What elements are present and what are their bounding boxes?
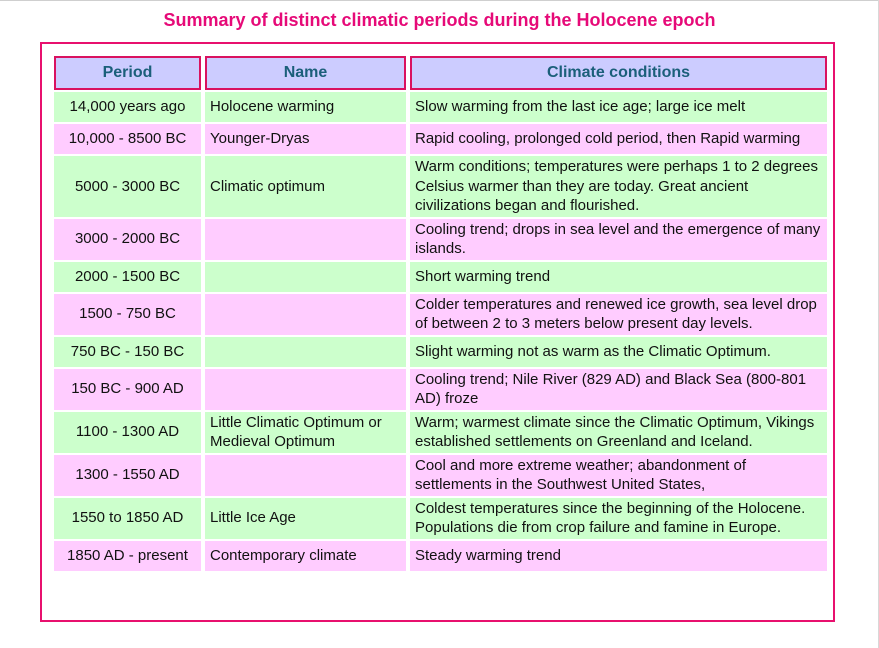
table-row (54, 337, 827, 367)
conditions-cell: Steady warming trend (410, 541, 827, 571)
frame-top-edge (0, 0, 879, 1)
conditions-cell: Coldest temperatures since the beginning of the Holocene. Populations die from crop failure and famine in Europe. (410, 498, 827, 539)
name-cell (205, 219, 406, 260)
table-header-row (54, 56, 827, 90)
conditions-cell: Colder temperatures and renewed ice growth, sea level drop of between 2 to 3 meters below present day levels. (410, 294, 827, 335)
name-cell: Contemporary climate (205, 541, 406, 571)
conditions-cell: Rapid cooling, prolonged cold period, then Rapid warming (410, 124, 827, 154)
name-cell: Climatic optimum (205, 156, 406, 217)
conditions-cell: Cooling trend; drops in sea level and the emergence of many islands. (410, 219, 827, 260)
period-cell: 10,000 - 8500 BC (54, 124, 201, 154)
period-cell: 1100 - 1300 AD (54, 412, 201, 453)
name-cell: Younger-Dryas (205, 124, 406, 154)
period-cell: 1850 AD - present (54, 541, 201, 571)
table-row (54, 369, 827, 410)
period-cell: 150 BC - 900 AD (54, 369, 201, 410)
name-cell: Little Climatic Optimum or Medieval Optimum (205, 412, 406, 453)
conditions-cell: Warm; warmest climate since the Climatic Optimum, Vikings established settlements on Greenland and Iceland. (410, 412, 827, 453)
period-cell: 14,000 years ago (54, 92, 201, 122)
climate-periods-table (50, 54, 831, 573)
table-row (54, 262, 827, 292)
name-cell (205, 262, 406, 292)
header-name: Name (205, 56, 406, 90)
table-row (54, 541, 827, 571)
period-cell: 1500 - 750 BC (54, 294, 201, 335)
period-cell: 1550 to 1850 AD (54, 498, 201, 539)
name-cell (205, 369, 406, 410)
period-cell: 750 BC - 150 BC (54, 337, 201, 367)
name-cell (205, 294, 406, 335)
conditions-cell: Short warming trend (410, 262, 827, 292)
table-row (54, 124, 827, 154)
period-cell: 5000 - 3000 BC (54, 156, 201, 217)
conditions-cell: Warm conditions; temperatures were perhaps 1 to 2 degrees Celsius warmer than they are today. Great ancient civilizations began and flourished. (410, 156, 827, 217)
table-row (54, 219, 827, 260)
table-row (54, 156, 827, 217)
name-cell (205, 455, 406, 496)
period-cell: 3000 - 2000 BC (54, 219, 201, 260)
period-cell: 1300 - 1550 AD (54, 455, 201, 496)
conditions-cell: Slight warming not as warm as the Climatic Optimum. (410, 337, 827, 367)
table-row (54, 498, 827, 539)
table-row (54, 92, 827, 122)
period-cell: 2000 - 1500 BC (54, 262, 201, 292)
conditions-cell: Slow warming from the last ice age; large ice melt (410, 92, 827, 122)
page-title: Summary of distinct climatic periods during the Holocene epoch (163, 10, 716, 30)
header-climate-conditions: Climate conditions (410, 56, 827, 90)
table-row (54, 455, 827, 496)
name-cell (205, 337, 406, 367)
name-cell: Holocene warming (205, 92, 406, 122)
conditions-cell: Cool and more extreme weather; abandonment of settlements in the Southwest United States, (410, 455, 827, 496)
table-container (40, 42, 835, 622)
header-period: Period (54, 56, 201, 90)
conditions-cell: Cooling trend; Nile River (829 AD) and Black Sea (800-801 AD) froze (410, 369, 827, 410)
table-row (54, 294, 827, 335)
table-row (54, 412, 827, 453)
name-cell: Little Ice Age (205, 498, 406, 539)
